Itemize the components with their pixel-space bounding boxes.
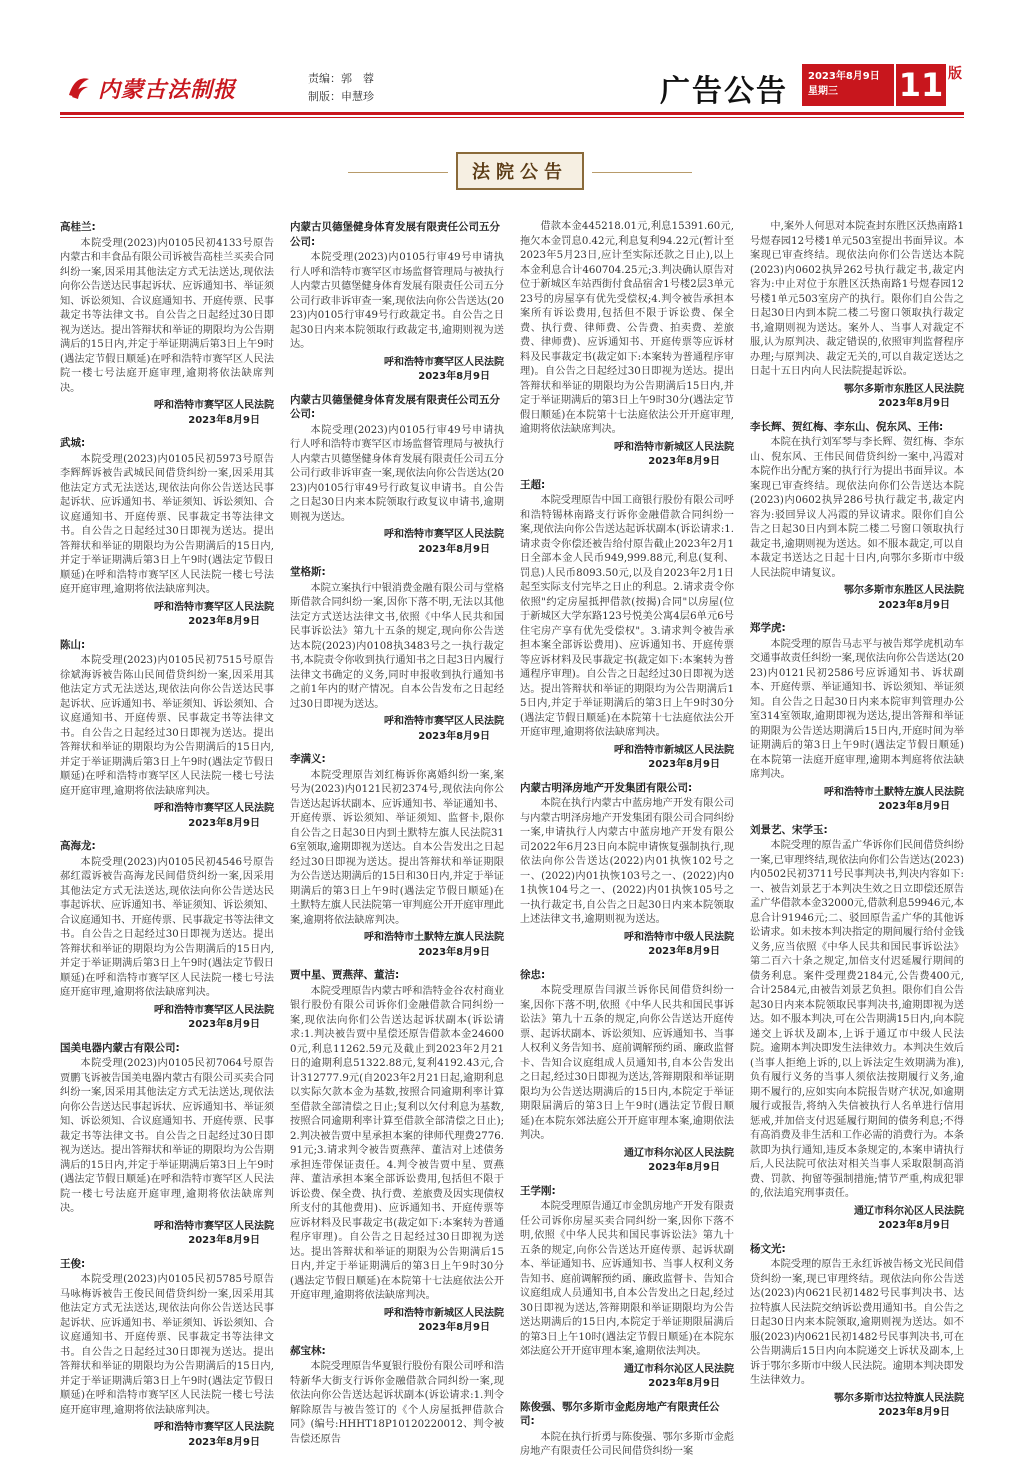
notice-date: 2023年8月9日	[188, 1019, 260, 1030]
notice-court: 呼和浩特市土默特左旗人民法院	[364, 932, 504, 943]
column-3	[520, 220, 734, 1457]
notice-date: 2023年8月9日	[878, 1407, 950, 1418]
notice-date: 2023年8月9日	[418, 543, 490, 555]
court-notice	[750, 1242, 964, 1421]
court-notice	[290, 393, 504, 558]
notice-body: 本院受理(2023)内0105民初4546号原告郝红霞诉被告高海龙民间借贷纠纷一案,因采用其他法定方式无法送达,现依法向你公告送达民事起诉状、应诉通知书、举证须知、诉讼须知、合议庭通知书、开庭传票、民事裁定书等法律文书。自公告之日起经过30日即视为送达。提出答辩状和举证的期限均为公告期满后的15日内,并定于举证期满后第3日上午9时(遇法定节假日顺延)在呼和浩特市赛罕区人民法院一楼七号法庭开庭审理,逾期将依法缺席判决。	[60, 856, 274, 998]
notice-date: 2023年8月9日	[188, 616, 260, 627]
notice-addressee: 内蒙古明泽房地产开发集团有限公司:	[520, 781, 693, 794]
court-notice	[520, 1184, 734, 1392]
notice-addressee: 李满义:	[290, 753, 326, 765]
notice-addressee: 贾中星、贾燕萍、董洁:	[290, 969, 400, 981]
notice-body: 本院受理原告华夏银行股份有限公司呼和浩特新华大街支行诉你金融借款合同纠纷一案,现依法向你公告送达起诉状副本(诉讼请求:1.判令解除原告与被告签订的《个人房屋抵押借款合同》(编号:HHHT18P10120220012、判令被告偿还原告	[290, 1361, 504, 1445]
issue-date: 2023年8月9日	[808, 71, 880, 82]
notice-court: 呼和浩特市赛罕区人民法院	[154, 803, 274, 814]
notice-addressee: 内蒙古贝德堡健身体育发展有限责任公司五分公司:	[290, 393, 500, 420]
notice-body: 本院在执行折勇与陈俊强、鄂尔多斯市金彪房地产有限责任公司民间借贷纠纷一案	[520, 1431, 734, 1457]
notice-date: 2023年8月9日	[878, 801, 950, 812]
notice-court: 鄂尔多斯市达拉特旗人民法院	[834, 1392, 964, 1404]
notice-body: 本院受理原告内蒙古呼和浩特金谷农村商业银行股份有限公司诉你们金融借款合同纠纷一案,现依法向你们公告送达起诉状副本(诉讼请求:1.判决被告贾中星偿还原告借款本金246000元,利息11262.59元及截止到2023年2月21日的逾期利息51322.88元,复利4192.43元,合计312777.9元(自2023年2月21日起,逾期利息以实际欠款本金为基数,按照合同逾期利率计算至借款全部清偿之日止;复利以欠付利息为基数,按照合同逾期利率计算至借款全部清偿之日止);2.判决被告贾中星承担本案的律师代理费2776.91元;3.请求判令被告贾燕萍、董洁对上述债务承担连带保证责任。4.判令被告贾中星、贾燕萍、董洁承担本案全部诉讼费用,包括但不限于诉讼费、保全费、执行费、差旅费及因实现债权所支付的其他费用)、应诉通知书、开庭传票等应诉材料及民事裁定书(裁定如下:本案转为普通程序审理)。自公告之日起经过30日即视为送达。提出答辩状和举证的期限为公告期满后15日内,并定于举证期满后的第3日上午9时30分(遇法定节假日顺延)在本院第十七法庭依法公开开庭审理,逾期将依法缺席判决。	[290, 985, 504, 1301]
notice-court: 通辽市科尔沁区人民法院	[624, 1363, 734, 1375]
newspaper-logo[interactable]	[66, 68, 256, 108]
notice-addressee: 李长辉、贺红梅、李东山、倪东风、王伟:	[750, 420, 944, 433]
notice-court: 呼和浩特市赛罕区人民法院	[154, 1422, 274, 1433]
notice-addressee: 杨文光:	[750, 1242, 786, 1255]
notice-addressee: 陈山:	[60, 638, 86, 651]
logo-text: 内蒙古法制报	[98, 76, 237, 103]
column-4	[750, 220, 964, 1420]
notice-body: 本院受理原告中国工商银行股份有限公司呼和浩特锡林南路支行诉你金融借款合同纠纷一案,现依法向你公告送达起诉状副本(诉讼请求:1.请求责令你偿还被告给付原告截止2023年2月1日全部本金人民币949,999.88元,利息(复利、罚息)人民币8093.50元,以及自2023年2月1日起至实际支付完毕之日止的利息。2.请求责令你依照"约定房屋抵押借款(按揭)合同"以房屋(位于新城区大学东路123号悦美公寓4层6单元6号住宅房产享有优先受偿权"。3.请求判令被告承担本案全部诉讼费用)、应诉通知书、开庭传票等应诉材料及民事裁定书(裁定如下:本案转为普通程序审理)。自公告之日起经过30日即视为送达。提出答辩状和举证的期限均为公告期满后15日内,并定于举证期满后的第3日上午9时30分(遇法定节假日顺延)在本院第十七法庭依法公开开庭审理,逾期将依法缺席判决。	[520, 495, 734, 738]
notice-addressee: 王学刚:	[520, 1184, 556, 1197]
notice-addressee: 堂格斯:	[290, 566, 326, 578]
notice-body: 本院受理(2023)内0105民初5973号原告李辉辉诉被告武城民间借贷纠纷一案,因采用其他法定方式无法送达,现依法向你公告送达民事起诉状、应诉通知书、举证须知、诉讼须知、合议庭通知书、开庭传票、民事裁定书等法律文书。自公告之日起经过30日即视为送达。提出答辩状和举证的期限均为公告期满后的15日内,并定于举证期满后第3日上午9时(遇法定节假日顺延)在呼和浩特市赛罕区人民法院一楼七号法庭开庭审理,逾期将依法缺席判决。	[60, 453, 274, 595]
court-notice	[290, 220, 504, 385]
notice-addressee: 郑学虎:	[750, 622, 786, 634]
issue-date-box	[802, 64, 894, 106]
notice-date: 2023年8月9日	[648, 1162, 720, 1173]
notice-addressee: 武城:	[60, 437, 86, 449]
column-1	[60, 220, 274, 1448]
court-notice	[60, 220, 274, 428]
banner-title: 法院公告	[472, 162, 568, 183]
notice-date: 2023年8月9日	[188, 1235, 260, 1246]
court-notice	[60, 638, 274, 832]
court-notice	[750, 220, 964, 412]
notice-date: 2023年8月9日	[878, 398, 950, 409]
notice-addressee: 国美电器内蒙古有限公司:	[60, 1041, 180, 1054]
notice-date: 2023年8月9日	[418, 1322, 490, 1333]
notice-body: 本院受理原告通辽市金凯房地产开发有限责任公司诉你房屋买卖合同纠纷一案,因你下落不明,依照《中华人民共和国民事诉讼法》第九十五条的规定,向你公告送达开庭传票、起诉状副本、举证通知书、应诉通知书、当事人权利义务告知书、庭前调解预约函、廉政监督卡、告知合议庭组成人员通知书,自本公告发出之日起,经过30日即视为送达,答辩期限和举证期限均为公告送达期满后的15日内,本院定于举证期限届满后的第3日上午10时(遇法定节假日顺延)在本院东郊法庭公开开庭审理本案,逾期依法判决。	[520, 1201, 734, 1357]
court-notice	[520, 220, 734, 470]
notice-body: 本院受理(2023)内0105民初7515号原告徐斌海诉被告陈山民间借贷纠纷一案,因采用其他法定方式无法送达,现依法向你公告送达民事起诉状、应诉通知书、举证须知、诉讼须知、合议庭通知书、开庭传票、民事裁定书等法律文书。自公告之日起经过30日即视为送达。提出答辩状和举证的期限均为公告期满后的15日内,并定于举证期满后第3日上午9时(遇法定节假日顺延)在呼和浩特市赛罕区人民法院一楼七号法庭开庭审理,逾期将依法缺席判决。	[60, 655, 274, 797]
notice-columns	[60, 220, 964, 1457]
notice-date: 2023年8月9日	[648, 1378, 720, 1389]
notice-body: 本院在执行刘军琴与李长辉、贺红梅、李东山、倪东风、王伟民间借贷纠纷一案中,冯霞对本院作出分配方案的执行行为提出书面异议。本案现已审查终结。现依法向你们公告送达本院(2023)内0602执异286号执行裁定书,裁定内容为:驳回异议人冯霞的异议请求。限你们自公告之日起30日内到本院二楼二号窗口领取执行裁定书,逾期则视为送达。如不服本裁定,可以自本裁定书送达之日起十日内,向鄂尔多斯市中级人民法院申请复议。	[750, 437, 964, 579]
notice-court: 呼和浩特市赛罕区人民法院	[154, 1220, 274, 1232]
notice-date: 2023年8月9日	[418, 371, 490, 382]
notice-court: 呼和浩特市赛罕区人民法院	[384, 529, 504, 540]
page-suffix: 版	[948, 66, 962, 82]
notice-date: 2023年8月9日	[188, 817, 260, 829]
court-notice	[60, 1041, 274, 1249]
court-notice	[290, 752, 504, 960]
notice-body: 本院受理的原告孟广华诉你们民间借贷纠纷一案,已审理终结,现依法向你们公告送达(2023)内0502民初3711号民事判决书,判决内容如下:一、被告刘景艺于本判决生效之日立即偿还原告孟广华借款本金32000元,借款利息59946元,本息合计91946元;二、驳回原告孟广华的其他诉讼请求。如未按本判决指定的期间履行给付金钱义务,应当依照《中华人民共和国民事诉讼法》第二百六十条之规定,加倍支付迟延履行期间的债务利息。案件受理费2184元,公告费400元,合计2584元,由被告刘景艺负担。限你们自公告起30日内来本院领取民事判决书,逾期即视为送达。如不服本判决,可在公告期满15日内,向本院递交上诉状及副本,上诉于通辽市中级人民法院。逾期本判决即发生法律效力。本判决生效后(当事人拒绝上诉的,以上诉法定生效期满为准),负有履行义务的当事人须依法按期履行义务,逾期不履行的,应如实向本院报告财产状况,如逾期履行或报告,将纳入失信被执行人名单进行信用惩戒,并加倍支付迟延履行期间的债务利息;不得有高消费及非生活和工作必需的消费行为。本条款即为执行通知,违反本条规定的,本案申请执行后,人民法院可依法对相关当事人采取限制高消费、罚款、拘留等强制措施;情节严重,构成犯罪的,依法追究刑事责任。	[750, 840, 964, 1199]
masthead	[60, 60, 964, 112]
notice-addressee: 高海龙:	[60, 840, 96, 852]
header-rule-thin	[60, 117, 964, 118]
notice-body: 中,案外人何思对本院查封东胜区沃热南路1号煜春园12号楼1单元503室提出书面异议。本案现已审查终结。现依法向你们公告送达本院(2023)内0602执异262号执行裁定书,裁定内容为:中止对位于东胜区沃热南路1号煜春园12号楼1单元503室房产的执行。限你们自公告之日起30日内到本院二楼二号窗口领取执行裁定书,逾期则视为送达。案外人、当事人对裁定不服,认为原判决、裁定错误的,依照审判监督程序办理;与原判决、裁定无关的,可以自裁定送达之日起十五日内向人民法院提起诉讼。	[750, 221, 964, 377]
court-notice	[520, 1400, 734, 1460]
editor-credits	[308, 70, 374, 106]
notice-date: 2023年8月9日	[878, 599, 950, 611]
notice-court: 呼和浩特市赛罕区人民法院	[154, 1004, 274, 1016]
notice-addressee: 陈俊强、鄂尔多斯市金彪房地产有限责任公司:	[520, 1400, 720, 1427]
notice-court: 呼和浩特市新城区人民法院	[614, 441, 734, 453]
court-notice	[750, 420, 964, 614]
notice-date: 2023年8月9日	[648, 759, 720, 770]
header-rule	[60, 112, 964, 115]
court-notice	[750, 621, 964, 815]
notice-date: 2023年8月9日	[418, 730, 490, 742]
logo-emblem-icon	[66, 75, 92, 101]
editor-line: 责编：郭 蓉	[308, 72, 374, 85]
notice-date: 2023年8月9日	[188, 1436, 260, 1448]
notice-court: 通辽市科尔沁区人民法院	[854, 1205, 964, 1217]
notice-court: 呼和浩特市新城区人民法院	[384, 1307, 504, 1319]
notice-body: 借款本金445218.01元,利息15391.60元,拖欠本金罚息0.42元,利息复利94.22元(暂计至2023年5月23日,应计至实际还款之日止),以上本金利息合计460704.25元;3.判决确认原告对位于新城区车站西街付食品宿舍1号楼2层3单元23号的房屋享有优先受偿权;4.判令被告承担本案所有诉讼费用,包括但不限于诉讼费、保全费、执行费、律师费、公告费、拍卖费、差旅费、律师费)、应诉通知书、开庭传票等应诉材料及民事裁定书(裁定如下:本案转为普通程序审理)。自公告之日起经过30日即视为送达。提出答辩状和举证的期限均为公告期满后15日内,并定于举证期满后的第3日上午9时30分(遇法定节假日顺延)在本院第十七法庭依法公开开庭审理,逾期将依法缺席判决。	[520, 221, 734, 435]
notice-court: 鄂尔多斯市东胜区人民法院	[844, 585, 964, 596]
notice-body: 本院受理原告刘红梅诉你离婚纠纷一案,案号为(2023)内0121民初2374号,现依法向你公告送达起诉状副本、应诉通知书、举证通知书、开庭传票、诉讼须知、举证须知、监督卡,限你自公告之日起30日内到土默特左旗人民法院316室领取,逾期即视为送达。自本公告发出之日起经过30日即视为送达。提出答辩状和举证期限为公告送达期满后的15日和30日内,并定于举证期满后的第3日上午9时(遇法定节假日顺延)在土默特左旗人民法院第一审判庭公开开庭审理此案,逾期将依法缺席判决。	[290, 769, 504, 926]
notice-addressee: 王超:	[520, 478, 546, 491]
notice-addressee: 内蒙古贝德堡健身体育发展有限责任公司五分公司:	[290, 221, 500, 248]
notice-body: 本院受理(2023)内0105行审49号申请执行人呼和浩特市赛罕区市场监督管理局与被执行人内蒙古贝德堡健身体育发展有限责任公司五分公司行政非诉审查一案,现依法向你公告送达(2023)内0105行审49号行政裁定书。自公告之日起30日内来本院领取行政裁定书,逾期则视为送达。	[290, 252, 504, 350]
notice-addressee: 王俊:	[60, 1257, 86, 1270]
court-notice	[520, 478, 734, 773]
court-notice	[290, 565, 504, 744]
producer-line: 制版：申慧珍	[308, 90, 374, 103]
notice-body: 本院立案执行中银消费金融有限公司与堂格斯借款合同纠纷一案,因你下落不明,无法以其他法定方式送达法律文书,依照《中华人民共和国民事诉讼法》第九十五条的规定,现向你公告送达本院(2023)内0108执3483号之一执行裁定书,本院责令你收到执行通知书之日起3日内履行法律文书确定的义务,同时申报收到执行通知书之前1年内的财产情况。自本公告发布之日起经过30日即视为送达。	[290, 582, 504, 710]
notice-court: 呼和浩特市土默特左旗人民法院	[824, 786, 964, 798]
notice-addressee: 刘景艺、宋学玉:	[750, 823, 828, 836]
notice-court: 呼和浩特市赛罕区人民法院	[384, 356, 504, 368]
notice-court: 呼和浩特市新城区人民法院	[614, 744, 734, 756]
notice-date: 2023年8月9日	[418, 946, 490, 958]
notice-body: 本院受理(2023)内0105行审49号申请执行人呼和浩特市赛罕区市场监督管理局与被执行人内蒙古贝德堡健身体育发展有限责任公司五分公司行政非诉审查一案,现依法向你公告送达(2023)内0105行审49号行政复议申请书。自公告之日起30日内来本院领取行政复议申请书,逾期则视为送达。	[290, 424, 504, 523]
notice-body: 本院受理原告闫淑兰诉你民间借贷纠纷一案,因你下落不明,依照《中华人民共和国民事诉讼法》第九十五条的规定,向你公告送达开庭传票、起诉状副本、诉讼须知、应诉通知书、当事人权利义务告知书、庭前调解预约函、廉政监督卡、告知合议庭组成人员通知书,自本公告发出之日起,经过30日即视为送达,答辩期限和举证期限均为公告送达期满后的15日内,本院定于举证期限届满后的第3日上午9时(遇法定节假日顺延)在本院东郊法庭公开开庭审理本案,逾期依法判决。	[520, 985, 734, 1141]
court-notice	[520, 968, 734, 1176]
court-notice	[290, 1344, 504, 1448]
notice-date: 2023年8月9日	[878, 1220, 950, 1231]
notice-date: 2023年8月9日	[188, 414, 260, 426]
notice-body: 本院受理的原告马志平与被告郑学虎机动车交通事故责任纠纷一案,现依法向你公告送达(2023)内0121民初2586号应诉通知书、诉状副本、开庭传票、举证通知书、诉讼须知、举证须知。自公告之日起30日内来本院审判管理办公室314室领取,逾期即视为送达,提出答辩和举证的期限为公告送达期满后15日内,开庭时间为举证期满后的第3日上午9时(遇法定节假日顺延)在本院第一法庭开庭审理,逾期本判庭将依法缺席判决。	[750, 638, 964, 780]
notice-court: 呼和浩特市中级人民法院	[624, 931, 734, 943]
notice-addressee: 徐忠:	[520, 968, 546, 981]
notice-body: 本院在执行内蒙古中蓝房地产开发有限公司与内蒙古明泽房地产开发集团有限公司合同纠纷一案,申请执行人内蒙古中蓝房地产开发有限公司2022年6月23日向本院申请恢复强制执行,现依法向你公告送达(2022)内01执恢102号之一、(2022)内01执恢103号之一、(2022)内01执恢104号之一、(2022)内01执恢105号之一执行裁定书,自公告之日起30日内来本院领取上述法律文书,逾期则视为送达。	[520, 798, 734, 925]
notice-body: 本院受理(2023)内0105民初7064号原告贾鹏飞诉被告国美电器内蒙古有限公司买卖合同纠纷一案,因采用其他法定方式无法送达,现依法向你公告送达民事起诉状、应诉通知书、举证须知、诉讼须知、合议庭通知书、开庭传票、民事裁定书等法律文书。自公告之日起经过30日即视为送达。提出答辩状和举证的期限均为公告期满后的15日内,并定于举证期满后第3日上午9时(遇法定节假日顺延)在呼和浩特市赛罕区人民法院一楼七号法庭开庭审理,逾期将依法缺席判决。	[60, 1058, 274, 1214]
court-notice	[290, 968, 504, 1336]
notice-addressee: 郝宝林:	[290, 1344, 326, 1357]
court-notice	[60, 436, 274, 630]
court-notice	[520, 781, 734, 960]
column-2	[290, 220, 504, 1445]
notice-addressee: 高桂兰:	[60, 221, 96, 233]
notice-body: 本院受理(2023)内0105民初5785号原告马咏梅诉被告王俊民间借贷纠纷一案,因采用其他法定方式无法送达,现依法向你公告送达民事起诉状、应诉通知书、举证须知、诉讼须知、合议庭通知书、开庭传票、民事裁定书等法律文书。自公告之日起经过30日即视为送达。提出答辩状和举证的期限均为公告期满后的15日内,并定于举证期满后第3日上午9时(遇法定节假日顺延)在呼和浩特市赛罕区人民法院一楼七号法庭开庭审理,逾期将依法缺席判决。	[60, 1274, 274, 1416]
notice-court: 呼和浩特市赛罕区人民法院	[154, 400, 274, 411]
court-notice	[60, 839, 274, 1033]
section-title: 广告公告	[660, 74, 788, 109]
court-notice	[60, 1257, 274, 1451]
notice-date: 2023年8月9日	[648, 946, 720, 957]
section-banner	[456, 152, 584, 190]
notice-body: 本院受理(2023)内0105民初4133号原告内蒙古和丰食品有限公司诉被告高桂兰买卖合同纠纷一案,因采用其他法定方式无法送达,现依法向你公告送达民事起诉状、应诉通知书、举证须知、诉讼须知、合议庭通知书、开庭传票、民事裁定书等法律文书。自公告之日起经过30日即视为送达。提出答辩状和举证的期限均为公告期满后的15日内,并定于举证期满后第3日上午9时(遇法定节假日顺延)在呼和浩特市赛罕区人民法院一楼七号法庭开庭审理,逾期将依法缺席判决。	[60, 237, 274, 394]
page-number: 11	[896, 64, 946, 106]
court-notice	[750, 823, 964, 1234]
notice-court: 呼和浩特市赛罕区人民法院	[384, 716, 504, 727]
notice-court: 鄂尔多斯市东胜区人民法院	[844, 383, 964, 395]
notice-court: 通辽市科尔沁区人民法院	[624, 1147, 734, 1159]
notice-court: 呼和浩特市赛罕区人民法院	[154, 601, 274, 613]
notice-date: 2023年8月9日	[648, 456, 720, 467]
issue-weekday: 星期三	[808, 86, 838, 97]
notice-body: 本院受理的原告王永红诉被告杨文光民间借贷纠纷一案,现已审理终结。现依法向你公告送达(2023)内0621民初1482号民事判决书、达拉特旗人民法院交纳诉讼费用通知书。自公告之日起30日内来本院领取,逾期则视为送达。如不服(2023)内0621民初1482号民事判决书,可在公告期满后15日内向本院递交上诉状及副本,上诉于鄂尔多斯市中级人民法院。逾期本判决即发生法律效力。	[750, 1259, 964, 1386]
